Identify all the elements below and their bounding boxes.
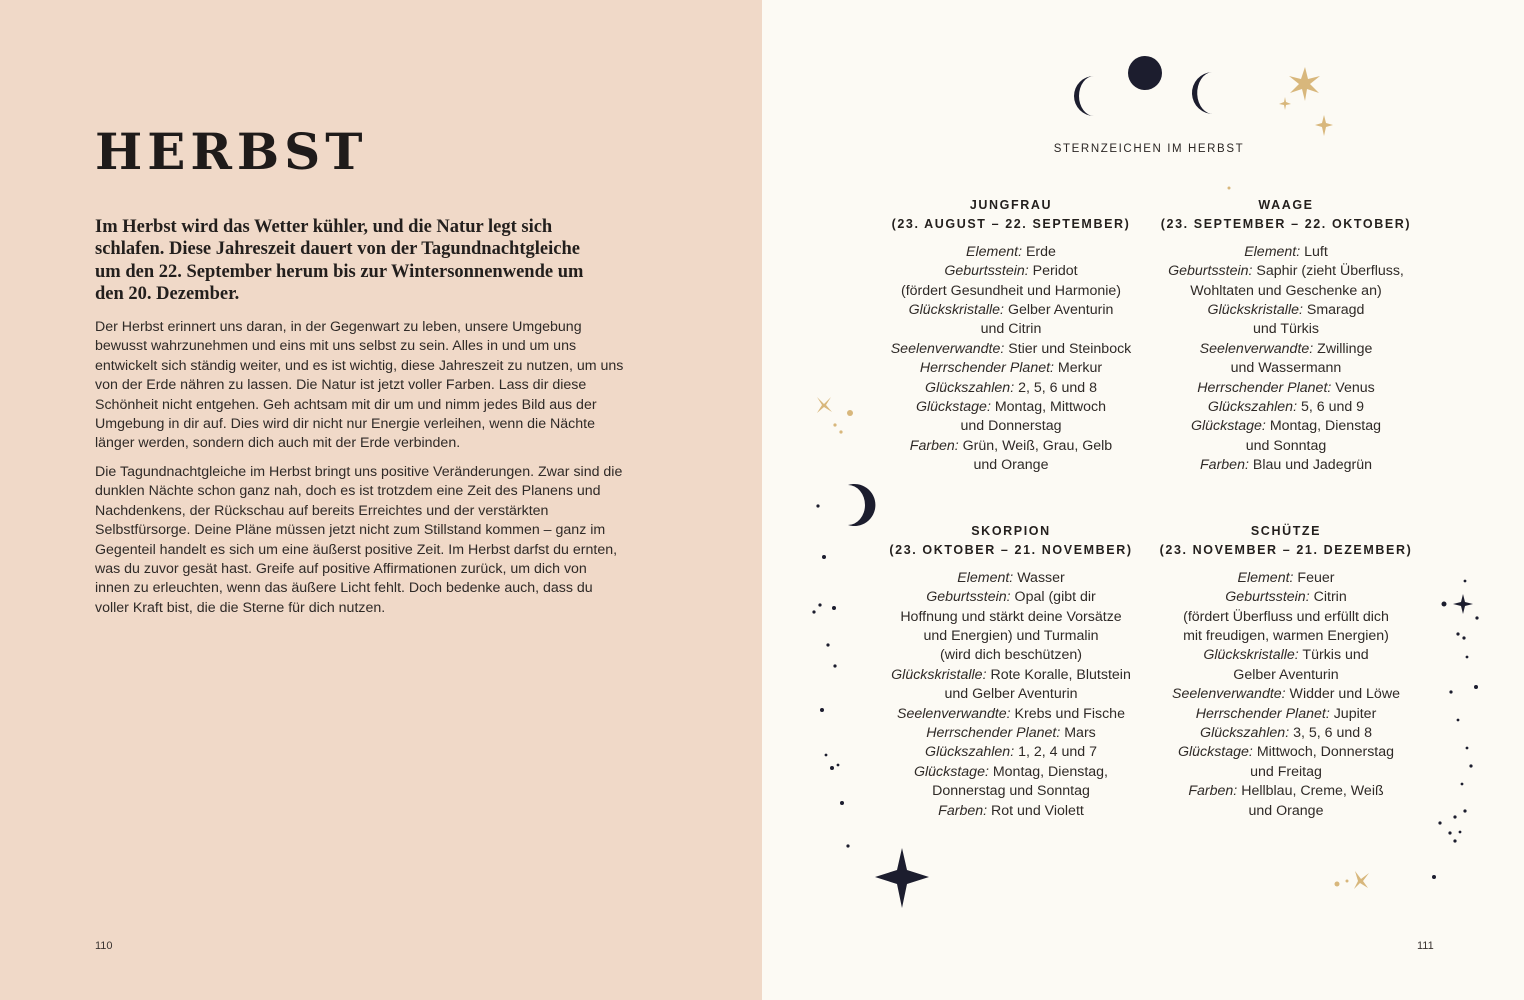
sign-attribute-line (876, 417, 1146, 436)
sign-attribute-line (1151, 456, 1421, 475)
attribute-label: Glückszahlen: (1207, 399, 1298, 416)
attribute-value: und Wassermann (1230, 360, 1342, 377)
attribute-label: Glückskristalle: (891, 666, 987, 683)
sign-attribute-line (876, 340, 1146, 359)
attribute-value: und Donnerstag (960, 418, 1062, 435)
sign-attribute-line (1151, 588, 1421, 607)
sign-attribute-line (876, 379, 1146, 398)
attribute-value: Erde (1022, 243, 1056, 260)
sign-attribute-line (1151, 743, 1421, 762)
attribute-label: Farben: (938, 802, 988, 819)
attribute-label: Glückstage: (1177, 744, 1253, 761)
sign-attribute-line (876, 456, 1146, 475)
attribute-label: Glückskristalle: (1207, 302, 1303, 319)
sign-attribute-line (876, 743, 1146, 762)
page-number-right: 111 (1417, 940, 1434, 952)
attribute-label: Glückstage: (913, 763, 989, 780)
attribute-label: Farben: (1200, 457, 1249, 474)
attribute-value: 2, 5, 6 und 8 (1014, 379, 1097, 396)
sign-attribute-line (876, 705, 1146, 724)
sign-attribute-line (1151, 243, 1421, 262)
sign-attribute-line (876, 398, 1146, 417)
sign-attribute-line (876, 782, 1146, 801)
attribute-value: Grün, Weiß, Grau, Gelb (958, 437, 1113, 454)
attribute-value: Citrin (1309, 589, 1347, 606)
scattered-dots (1432, 580, 1479, 879)
sign-attribute-line (876, 685, 1146, 704)
attribute-value: Hoffnung und stärkt deine Vorsätze (900, 608, 1122, 625)
page-number-left: 110 (95, 940, 113, 952)
north-star-icon (1453, 594, 1473, 614)
attribute-value: Opal (gibt dir (1010, 589, 1096, 606)
sign-attribute-line (876, 666, 1146, 685)
sign-attribute-line (1151, 685, 1421, 704)
sign-dates: (23. AUGUST – 22. SEPTEMBER) (891, 217, 1131, 232)
attribute-value: und Energien) und Turmalin (923, 628, 1099, 645)
sign-attribute-line (1151, 724, 1421, 743)
sign-attribute-line (1151, 359, 1421, 378)
sign-attribute-line (1151, 398, 1421, 417)
sign-dates: (23. OKTOBER – 21. NOVEMBER) (889, 543, 1133, 558)
sign-attribute-line (1151, 301, 1421, 320)
sign-attribute-line (876, 301, 1146, 320)
attribute-value: und Orange (973, 457, 1049, 474)
attribute-value: Blau und Jadegrün (1248, 457, 1372, 474)
sign-attribute-line (876, 646, 1146, 665)
sign-attribute-line (1151, 417, 1421, 436)
attribute-label: Geburtsstein: (926, 589, 1011, 606)
attribute-label: Glückstage: (1190, 418, 1266, 435)
attribute-value: Gelber Aventurin (1233, 666, 1339, 683)
sign-attribute-line (1151, 705, 1421, 724)
attribute-value: mit freudigen, warmen Energien) (1183, 628, 1389, 645)
attribute-value: (fördert Gesundheit und Harmonie) (900, 282, 1122, 299)
sign-attribute-line (876, 320, 1146, 339)
crescent-moon-icon (848, 484, 875, 526)
sign-block-waage (1151, 196, 1421, 476)
sign-attribute-line (1151, 437, 1421, 456)
sign-attribute-line (876, 608, 1146, 627)
body-paragraph-1: Der Herbst erinnert uns daran, in der Gegenwart zu leben, unsere Umgebung bewusst wahrzunehmen und eins mit uns selbst zu sein. Alles in und um uns entwickelt sich ständig weiter, und es ist wichtig, diese Jahreszeit zu nutzen, um uns von der Erde nähren zu lassen. Die Natur ist jetzt voller Farben. Lass dir diese Schönheit nicht entgehen. Geh achtsam mit dir um und nimm jedes Bild aus der Umgebung in dir auf. Dies wird dir nicht nur Energie verleihen, wenn die Nächte länger werden, sondern dich auch mit der Erde verbinden. (95, 319, 624, 452)
sign-attribute-line (1151, 763, 1421, 782)
attribute-label: Geburtsstein: (944, 263, 1029, 280)
attribute-value: 3, 5, 6 und 8 (1289, 725, 1372, 742)
sign-attribute-line (1151, 627, 1421, 646)
sign-block-jungfrau (876, 196, 1146, 476)
attribute-label: Herrschender Planet: (919, 360, 1054, 377)
sign-attribute-line (876, 282, 1146, 301)
attribute-value: Zwillinge (1313, 340, 1373, 357)
attribute-value: Mittwoch, Donnerstag (1252, 744, 1395, 761)
attribute-value: und Türkis (1253, 321, 1319, 338)
attribute-label: Element: (1237, 569, 1294, 586)
attribute-value: Rot und Violett (987, 802, 1084, 819)
attribute-label: Geburtsstein: (1225, 589, 1310, 606)
attribute-label: Geburtsstein: (1168, 263, 1253, 280)
sign-attribute-line (1151, 666, 1421, 685)
attribute-value: Gelber Aventurin (1004, 302, 1114, 319)
sign-attribute-line (1151, 569, 1421, 588)
attribute-value: und Freitag (1250, 763, 1322, 780)
sign-attribute-line (876, 243, 1146, 262)
sign-attribute-line (876, 359, 1146, 378)
attribute-value: Peridot (1028, 263, 1078, 280)
attribute-label: Seelenverwandte: (897, 705, 1011, 722)
sign-name: SCHÜTZE (1250, 524, 1322, 538)
gold-star-icon (1228, 67, 1334, 190)
attribute-label: Glückstage: (915, 399, 991, 416)
sign-name: SKORPION (971, 524, 1051, 538)
attribute-value: und Citrin (980, 321, 1042, 338)
attribute-label: Glückszahlen: (925, 744, 1015, 761)
attribute-value: Mars (1060, 725, 1096, 742)
sign-dates: (23. NOVEMBER – 21. DEZEMBER) (1159, 543, 1413, 558)
attribute-value: Krebs und Fische (1010, 705, 1125, 722)
attribute-value: 5, 6 und 9 (1297, 399, 1365, 416)
attribute-value: und Gelber Aventurin (944, 686, 1078, 703)
page-title: HERBST (95, 122, 368, 181)
attribute-value: 1, 2, 4 und 7 (1014, 744, 1097, 761)
sign-attribute-line (876, 262, 1146, 281)
attribute-value: Montag, Dienstag (1265, 418, 1382, 435)
attribute-value: (fördert Überfluss und erfüllt dich (1183, 608, 1389, 625)
sign-attribute-line (1151, 646, 1421, 665)
attribute-value: Wasser (1013, 569, 1065, 586)
attribute-value: Hellblau, Creme, Weiß (1237, 783, 1384, 800)
sign-dates: (23. SEPTEMBER – 22. OKTOBER) (1160, 217, 1412, 232)
attribute-label: Glückskristalle: (908, 302, 1005, 319)
attribute-value: Luft (1300, 243, 1328, 260)
sign-attribute-line (1151, 802, 1421, 821)
attribute-value: Montag, Mittwoch (990, 399, 1107, 416)
sign-attribute-line (1151, 782, 1421, 801)
body-paragraph-2: Die Tagundnachtgleiche im Herbst bringt uns positive Veränderungen. Zwar sind die dunklen Nächte schon ganz nah, doch es ist trotzdem eine Zeit des Planens und Nachdenkens, der Rückschau auf bereits Erreichtes und der verstärkten Selbstfürsorge. Deine Pläne müssen jetzt nicht zum Stillstand kommen – ganz im Gegenteil handelt es sich um eine äußerst positive Zeit. Im Herbst darfst du ernten, was du zuvor gesät hast. Greife auf positive Affirmationen zurück, um dich von innen zu erleuchten, wenn das äußere Licht fehlt. Doch bedenke auch, dass du voller Kraft bist, die die Sterne für dich nutzen. (95, 464, 623, 616)
sign-attribute-line (1151, 282, 1421, 301)
crescent-moon-icon (1074, 76, 1094, 116)
sign-attribute-line (876, 802, 1146, 821)
attribute-label: Herrschender Planet: (926, 725, 1061, 742)
attribute-label: Herrschender Planet: (1195, 705, 1330, 722)
section-heading: STERNZEICHEN IM HERBST (1053, 143, 1245, 155)
attribute-label: Farben: (1188, 783, 1238, 800)
crescent-moon-icon (1192, 72, 1214, 114)
sign-attribute-line (1151, 320, 1421, 339)
sign-name: JUNGFRAU (969, 198, 1053, 212)
attribute-label: Seelenverwandte: (1199, 340, 1314, 357)
attribute-value: Smaragd (1302, 302, 1365, 319)
scattered-dots (812, 504, 849, 847)
sign-attribute-line (1151, 340, 1421, 359)
attribute-value: (wird dich beschützen) (940, 647, 1082, 664)
attribute-value: Stier und Steinbock (1004, 340, 1132, 357)
sign-attribute-line (1151, 262, 1421, 281)
attribute-value: Wohltaten und Geschenke an) (1190, 282, 1382, 299)
attribute-value: und Orange (1248, 802, 1324, 819)
attribute-label: Farben: (909, 437, 959, 454)
attribute-label: Glückskristalle: (1203, 647, 1299, 664)
attribute-label: Element: (957, 569, 1014, 586)
sign-attribute-line (1151, 379, 1421, 398)
attribute-label: Element: (1244, 243, 1301, 260)
attribute-label: Seelenverwandte: (1172, 686, 1286, 703)
intro-lead-paragraph: Im Herbst wird das Wetter kühler, und die Natur legt sich schlafen. Diese Jahreszeit dauert von der Tagundnachtgleiche um den 22. September herum bis zur Wintersonnenwende um den 20. Dezember. (95, 217, 584, 304)
sign-attribute-line (1151, 608, 1421, 627)
attribute-value: Rote Koralle, Blutstein (986, 666, 1131, 683)
attribute-value: Widder und Löwe (1285, 686, 1400, 703)
attribute-value: Merkur (1053, 360, 1103, 377)
attribute-value: Donnerstag und Sonntag (932, 783, 1090, 800)
attribute-value: Feuer (1293, 569, 1335, 586)
attribute-label: Element: (966, 243, 1023, 260)
sign-block-skorpion (876, 522, 1146, 821)
sign-block-schuetze (1151, 522, 1421, 821)
sign-attribute-line (876, 724, 1146, 743)
sign-attribute-line (876, 437, 1146, 456)
attribute-value: Türkis und (1298, 647, 1369, 664)
sign-attribute-line (876, 569, 1146, 588)
attribute-value: Montag, Dienstag, (988, 763, 1108, 780)
attribute-value: und Sonntag (1245, 437, 1327, 454)
attribute-value: Saphir (zieht Überfluss, (1252, 263, 1404, 280)
right-page (762, 0, 1524, 1000)
sign-name: WAAGE (1258, 198, 1314, 212)
attribute-label: Glückszahlen: (1200, 725, 1290, 742)
attribute-label: Seelenverwandte: (890, 340, 1005, 357)
attribute-value: Venus (1331, 379, 1375, 396)
north-star-icon (875, 848, 929, 908)
moon-phases-icon (1074, 56, 1214, 116)
attribute-label: Herrschender Planet: (1197, 379, 1332, 396)
attribute-label: Glückszahlen: (925, 379, 1015, 396)
sign-attribute-line (876, 588, 1146, 607)
full-moon-icon (1128, 56, 1162, 90)
sign-attribute-line (876, 763, 1146, 782)
attribute-value: Jupiter (1329, 705, 1377, 722)
sign-attribute-line (876, 627, 1146, 646)
